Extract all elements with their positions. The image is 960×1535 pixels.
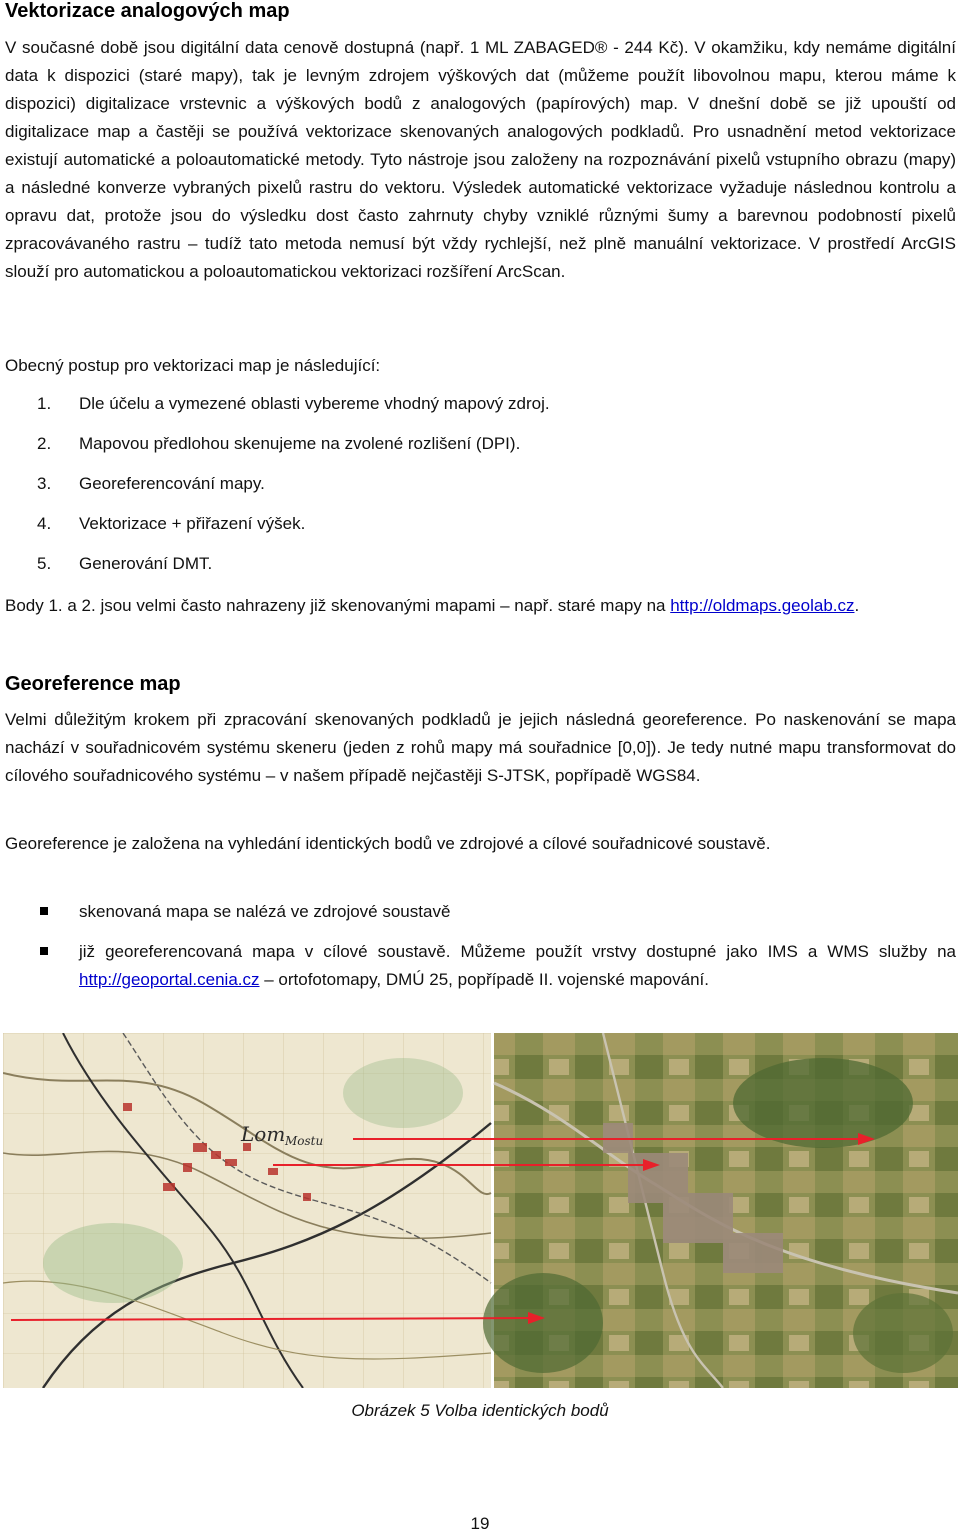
step-text: Generování DMT. [79,554,213,573]
note-text [5,592,956,620]
step-number: 5. [37,554,52,573]
step-text: Mapovou předlohou skenujeme na zvolené rozlišení (DPI). [79,434,521,453]
bullet-square-icon [5,898,79,926]
list-item [5,938,956,994]
section-title-georeference: Georeference map [5,673,181,695]
list-item [5,510,550,550]
note-prefix: Body 1. a 2. jsou velmi často nahrazeny již skenovanými mapami – např. staré mapy na [5,596,671,615]
steps-note [5,592,956,620]
page-number: 19 [470,1514,490,1533]
map-label-mostu: Mostu [285,1134,324,1148]
figure-caption: Obrázek 5 Volba identických bodů [351,1401,609,1420]
section-title-vectorization: Vektorizace analogových map [5,0,290,22]
list-item [5,470,550,510]
step-number: 2. [37,434,52,453]
bullet-text: skenovaná mapa se nalézá ve zdrojové soustavě [79,902,451,921]
paragraph-text: Georeference je založena na vyhledání identických bodů ve zdrojové a cílové souřadnicové soustavě. [5,834,771,853]
procedure-steps-list [5,390,550,590]
step-number: 1. [37,394,52,413]
intro-text: Obecný postup pro vektorizaci map je následující: [5,356,381,375]
step-text: Dle účelu a vymezené oblasti vybereme vhodný mapový zdroj. [79,394,550,413]
oldmaps-link[interactable]: http://oldmaps.geolab.cz [670,596,855,615]
bullet-suffix: – ortofotomapy, DMÚ 25, popřípadě II. vojenské mapování. [259,970,709,989]
identical-points-figure [3,1033,958,1388]
orthophoto-image [483,1033,958,1388]
georeference-paragraph-1 [5,706,956,790]
geoportal-link[interactable]: http://geoportal.cenia.cz [79,970,260,989]
georeference-paragraph-2 [5,830,956,858]
step-text: Georeferencování mapy. [79,474,265,493]
vectorization-paragraph [5,34,956,286]
paragraph-text: V současné době jsou digitální data cenově dostupná (např. 1 ML ZABAGED® - 244 Kč). V okamžiku, kdy nemáme digitální data k dispozici (staré mapy), tak je levným zdrojem výškových dat (můžeme použít libovolnou mapu, kterou máme k dispozici) digitalizace vrstevnic a výškových bodů z analogových (papírových) map. V dnešní době se již upouští od digitalizace map a častěji se používá vektorizace skenovaných analogových podkladů. Pro usnadnění metod vektorizace existují automatické a poloautomatické metody. Tyto nástroje jsou založeny na rozpoznávání pixelů vstupního obrazu (mapy) a následné konverze vybraných pixelů rastru do vektoru. Výsledek automatické vektorizace vyžaduje následnou kontrolu a opravu dat, protože jsou do výsledku dost často zahrnuty chyby vzniklé různými šumy a barevnou podobností pixelů zpracovávaného rastru – tudíž tato metoda nemusí být vždy rychlejší, než plně manuální vektorizace. V prostředí ArcGIS slouží pro automatickou a poloautomatickou vektorizaci rozšíření ArcScan. [5,38,956,281]
list-item [5,390,550,430]
step-number: 4. [37,514,52,533]
map-label-lom: Lom [241,1122,286,1146]
procedure-intro [5,352,956,380]
bullet-prefix: již georeferencovaná mapa v cílové soustavě. Můžeme použít vrstvy dostupné jako IMS a WMS služby na [79,942,956,961]
bullet-text [79,938,956,994]
list-item [5,898,956,926]
bullet-square-icon [5,938,79,994]
step-number: 3. [37,474,52,493]
georeference-bullet-list [5,898,956,1006]
list-item [5,430,550,470]
note-suffix: . [854,596,860,615]
list-item [5,550,550,590]
step-text: Vektorizace + přiřazení výšek. [79,514,306,533]
paragraph-text: Velmi důležitým krokem při zpracování skenovaných podkladů je jejich následná georeference. Po naskenování se mapa nachází v souřadnicovém systému skeneru (jeden z rohů mapy má souřadnice [0,0]). Je tedy nutné mapu transformovat do cílového souřadnicového systému – v našem případě nejčastěji S-JTSK, popřípadě WGS84. [5,710,956,785]
historical-map-image [3,1033,491,1388]
